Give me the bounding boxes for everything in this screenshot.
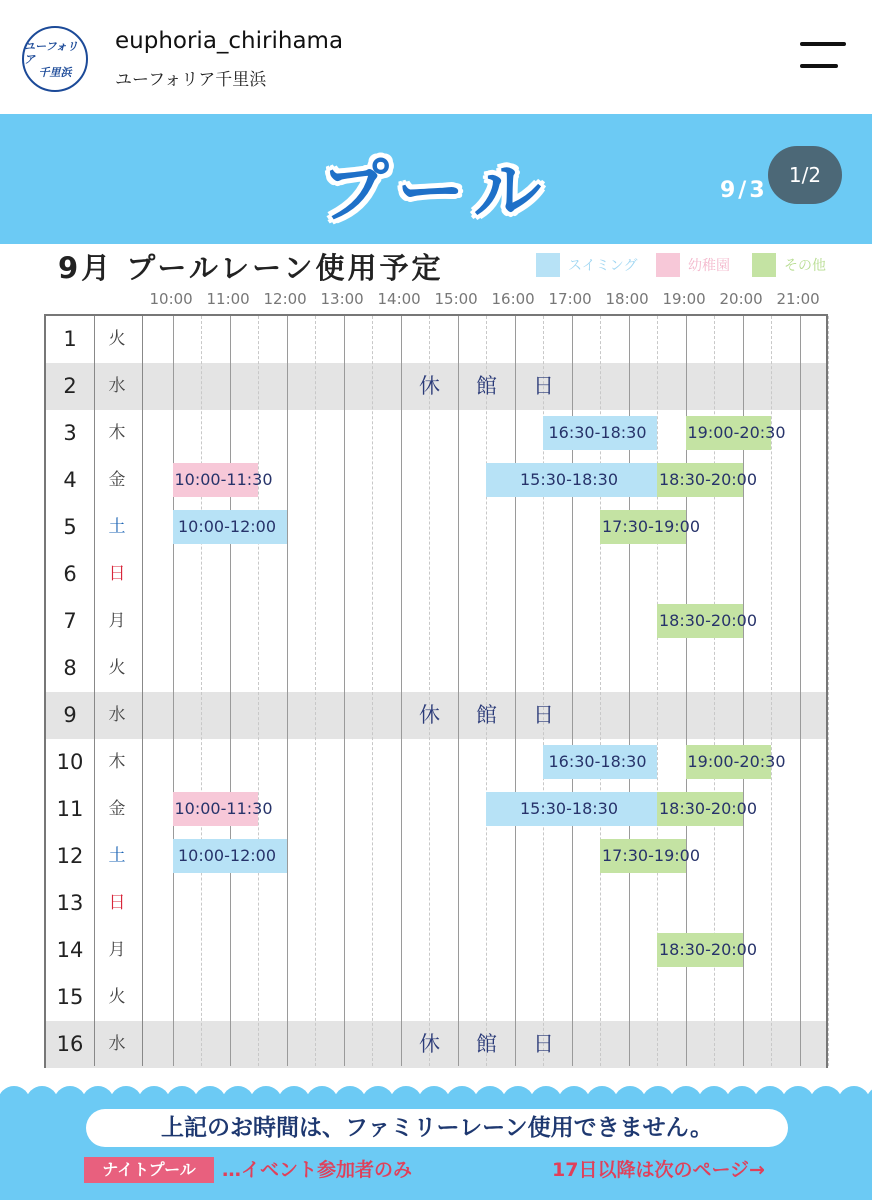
poster-title: プール bbox=[320, 153, 552, 232]
booking-bar-swim: 10:00-12:00 bbox=[173, 839, 287, 873]
booking-bar-kinder: 10:00-11:30 bbox=[173, 463, 259, 497]
grid-line bbox=[372, 316, 373, 1066]
time-label: 14:00 bbox=[377, 290, 421, 308]
legend-label: スイミング bbox=[568, 258, 638, 274]
legend-item-other bbox=[752, 253, 826, 277]
closed-day-label: 館 bbox=[476, 1032, 497, 1056]
row-weekday: 金 bbox=[108, 470, 126, 490]
booking-bar-other: 18:30-20:00 bbox=[657, 604, 743, 638]
row-weekday: 金 bbox=[108, 799, 126, 819]
schedule-row bbox=[46, 551, 826, 598]
next-page-note: 17日以降は次のページ→ bbox=[552, 1159, 765, 1181]
booking-bar-swim: 16:30-18:30 bbox=[543, 745, 657, 779]
post-header bbox=[0, 0, 872, 114]
row-weekday: 火 bbox=[108, 987, 126, 1007]
grid-line bbox=[201, 316, 202, 1066]
booking-bar-swim: 16:30-18:30 bbox=[543, 416, 657, 450]
grid-line bbox=[458, 316, 459, 1066]
row-weekday: 日 bbox=[108, 893, 126, 913]
grid-line bbox=[173, 316, 174, 1066]
grid-line bbox=[230, 316, 231, 1066]
grid-line bbox=[828, 316, 829, 1066]
grid-line bbox=[344, 316, 345, 1066]
row-weekday: 木 bbox=[108, 752, 126, 772]
booking-bar-other: 17:30-19:00 bbox=[600, 510, 686, 544]
legend-swatch bbox=[752, 253, 776, 277]
grid-line bbox=[258, 316, 259, 1066]
closed-day-label: 休 bbox=[419, 703, 440, 727]
schedule-grid bbox=[44, 314, 828, 1068]
closed-day-label: 館 bbox=[476, 703, 497, 727]
row-weekday: 火 bbox=[108, 329, 126, 349]
booking-bar-other: 17:30-19:00 bbox=[600, 839, 686, 873]
row-date: 6 bbox=[63, 562, 77, 586]
row-date: 2 bbox=[63, 374, 77, 398]
legend-label: その他 bbox=[784, 258, 826, 274]
menu-icon[interactable] bbox=[800, 42, 846, 74]
lane-notice: 上記のお時間は、ファミリーレーン使用できません。 bbox=[86, 1109, 788, 1147]
booking-bar-swim: 15:30-18:30 bbox=[486, 792, 657, 826]
legend-label: 幼稚園 bbox=[688, 258, 730, 274]
schedule-row bbox=[46, 645, 826, 692]
row-date: 5 bbox=[63, 515, 77, 539]
row-date: 9 bbox=[63, 703, 77, 727]
schedule-row bbox=[46, 833, 826, 880]
closed-day-label: 日 bbox=[533, 703, 554, 727]
carousel-page-counter: 1/2 bbox=[768, 146, 842, 204]
account-display-name: ユーフォリア千里浜 bbox=[115, 70, 267, 90]
time-label: 16:00 bbox=[491, 290, 535, 308]
row-weekday: 火 bbox=[108, 658, 126, 678]
time-label: 19:00 bbox=[662, 290, 706, 308]
row-date: 11 bbox=[56, 797, 84, 821]
night-pool-tag: ナイトプール bbox=[84, 1157, 214, 1183]
time-label: 10:00 bbox=[149, 290, 193, 308]
closed-day-label: 日 bbox=[533, 1032, 554, 1056]
row-weekday: 土 bbox=[108, 846, 126, 866]
time-label: 15:00 bbox=[434, 290, 478, 308]
row-date: 16 bbox=[56, 1032, 84, 1056]
booking-bar-other: 19:00-20:30 bbox=[686, 745, 772, 779]
schedule-heading: 9月 プールレーン使用予定 bbox=[58, 251, 444, 285]
legend-item-swimming bbox=[536, 253, 637, 277]
row-weekday: 月 bbox=[108, 940, 126, 960]
time-label: 13:00 bbox=[320, 290, 364, 308]
time-label: 12:00 bbox=[263, 290, 307, 308]
booking-bar-other: 18:30-20:00 bbox=[657, 933, 743, 967]
grid-line bbox=[287, 316, 288, 1066]
booking-bar-kinder: 10:00-11:30 bbox=[173, 792, 259, 826]
legend-swatch bbox=[536, 253, 560, 277]
poster-date: 9/3 bbox=[720, 178, 768, 203]
time-label: 18:00 bbox=[605, 290, 649, 308]
row-date: 15 bbox=[56, 985, 84, 1009]
grid-line bbox=[429, 316, 430, 1066]
avatar-logo-text: 千里浜 bbox=[38, 65, 72, 79]
row-weekday: 土 bbox=[108, 517, 126, 537]
avatar-logo-text: ユーフォリア bbox=[24, 39, 78, 66]
schedule-row bbox=[46, 880, 826, 927]
grid-line bbox=[315, 316, 316, 1066]
booking-bar-other: 18:30-20:00 bbox=[657, 463, 743, 497]
time-label: 11:00 bbox=[206, 290, 250, 308]
row-weekday: 月 bbox=[108, 611, 126, 631]
account-avatar[interactable] bbox=[22, 26, 88, 92]
legend-item-kindergarten bbox=[656, 253, 730, 277]
scallop-divider-bottom bbox=[0, 1078, 872, 1112]
closed-day-label: 休 bbox=[419, 374, 440, 398]
grid-line bbox=[401, 316, 402, 1066]
row-weekday: 木 bbox=[108, 423, 126, 443]
row-date: 1 bbox=[63, 327, 77, 351]
account-username[interactable]: euphoria_chirihama bbox=[115, 28, 344, 54]
booking-bar-other: 18:30-20:00 bbox=[657, 792, 743, 826]
time-label: 20:00 bbox=[719, 290, 763, 308]
row-date: 7 bbox=[63, 609, 77, 633]
row-weekday: 水 bbox=[108, 376, 126, 396]
closed-day-label: 館 bbox=[476, 374, 497, 398]
legend-swatch bbox=[656, 253, 680, 277]
schedule-row bbox=[46, 504, 826, 551]
closed-day-label: 日 bbox=[533, 374, 554, 398]
time-label: 21:00 bbox=[776, 290, 820, 308]
row-date: 10 bbox=[56, 750, 84, 774]
grid-line bbox=[800, 316, 801, 1066]
row-date: 12 bbox=[56, 844, 84, 868]
grid-line bbox=[515, 316, 516, 1066]
schedule-row bbox=[46, 974, 826, 1021]
row-weekday: 水 bbox=[108, 705, 126, 725]
schedule-row bbox=[46, 316, 826, 363]
time-label: 17:00 bbox=[548, 290, 592, 308]
closed-day-label: 休 bbox=[419, 1032, 440, 1056]
night-pool-description: …イベント参加者のみ bbox=[222, 1159, 413, 1181]
row-date: 14 bbox=[56, 938, 84, 962]
booking-bar-swim: 10:00-12:00 bbox=[173, 510, 287, 544]
row-date: 4 bbox=[63, 468, 77, 492]
booking-bar-other: 19:00-20:30 bbox=[686, 416, 772, 450]
row-weekday: 日 bbox=[108, 564, 126, 584]
grid-line bbox=[142, 316, 143, 1066]
row-date: 3 bbox=[63, 421, 77, 445]
row-weekday: 水 bbox=[108, 1034, 126, 1054]
grid-line bbox=[486, 316, 487, 1066]
booking-bar-swim: 15:30-18:30 bbox=[486, 463, 657, 497]
row-date: 8 bbox=[63, 656, 77, 680]
row-date: 13 bbox=[56, 891, 84, 915]
